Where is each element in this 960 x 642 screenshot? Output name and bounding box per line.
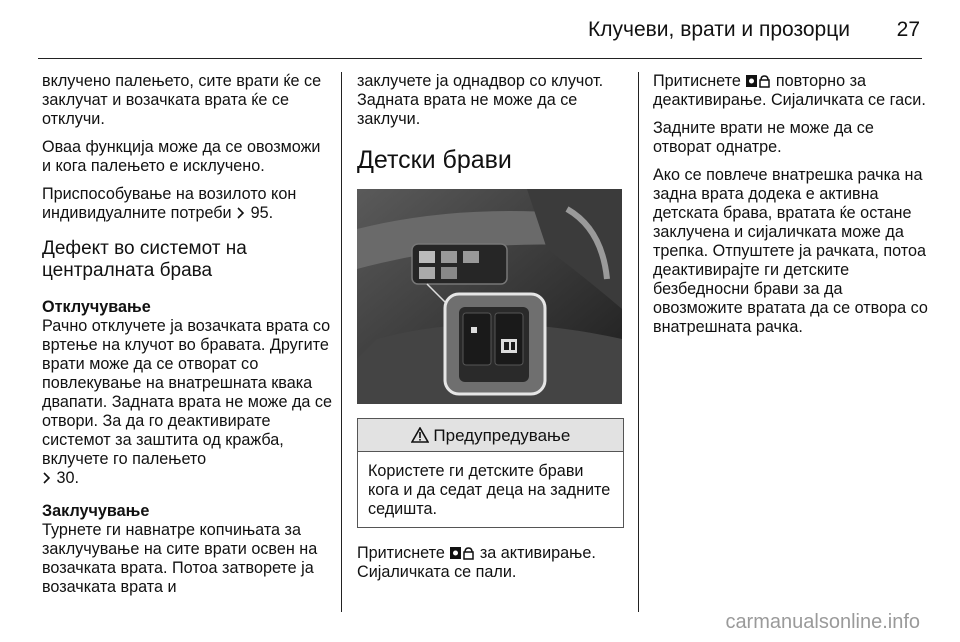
paragraph: Оваа функција може да се овозможи и кога палењето е исклучено. — [42, 138, 321, 175]
section-heading: Детски брави — [357, 146, 512, 174]
warning-header — [358, 419, 623, 452]
column-1 — [42, 72, 332, 606]
paragraph: Ако се повлече внатрешка рачка на задна врата додека е активна детската брава, вратата ќе остане заклучена и сијаличката може да трепка. Отпуштете ја рачката, потоа деактивирајте ги детските безбедносни брави за да овозможите вратата да се отвора со внатрешната рачка. — [653, 166, 928, 336]
child-lock-button-icon — [449, 546, 475, 560]
header-rule — [38, 58, 922, 59]
door-switch-photo — [357, 189, 622, 404]
page-reference[interactable]: 30. — [56, 469, 80, 487]
paragraph: Рачно отклучете ја возачката врата со вртење на клучот во бравата. Другите врати може да се отворат со повлекување на внатрешната квака двапати. Задната врата не може да се отвори. За да го деактивирате системот за заштита од кражба, вклучете го палењето 30. — [42, 317, 333, 487]
subheading: Заклучување — [42, 502, 150, 520]
section-heading: Дефект во системот на централната брава — [42, 238, 247, 281]
page-number: 27 — [896, 18, 920, 41]
paragraph: Притиснете за активирање. Сијаличката се пали. — [357, 544, 596, 581]
child-lock-button-icon — [745, 74, 771, 88]
paragraph: Приспособување на возилото кон индивидуалните потреби 95. — [42, 185, 297, 222]
paragraph: Турнете ги навнатре копчињата за заклучување на сите врати освен на возачката врата. Потоа затворете ја возачката врата и — [42, 521, 318, 596]
paragraph: Задните врати не може да се отворат однатре. — [653, 119, 874, 156]
photo-illustration — [357, 189, 622, 404]
paragraph: заклучете ја однадвор со клучот. Задната врата не може да се заклучи. — [357, 72, 604, 128]
watermark: carmanualsonline.info — [725, 611, 920, 633]
page-reference[interactable]: 95. — [250, 204, 274, 222]
warning-icon — [411, 427, 429, 443]
column-divider — [341, 72, 342, 612]
warning-title: Предупредување — [433, 426, 571, 445]
arrow-ref-icon — [236, 206, 246, 220]
column-divider — [638, 72, 639, 612]
warning-box — [357, 418, 624, 528]
warning-text: Користете ги детските брави кога и да седат деца на задните седишта. — [368, 462, 611, 518]
paragraph: вклучено палењето, сите врати ќе се заклучат и возачката врата ќе се отклучи. — [42, 72, 322, 128]
column-3 — [653, 72, 928, 346]
chapter-title: Клучеви, врати и прозорци — [588, 18, 850, 41]
paragraph: Притиснете повторно за деактивирање. Сијаличката се гаси. — [653, 72, 926, 109]
column-2 — [357, 72, 627, 591]
arrow-ref-icon — [42, 471, 52, 485]
page-header — [0, 0, 960, 62]
subheading: Отклучување — [42, 298, 151, 316]
